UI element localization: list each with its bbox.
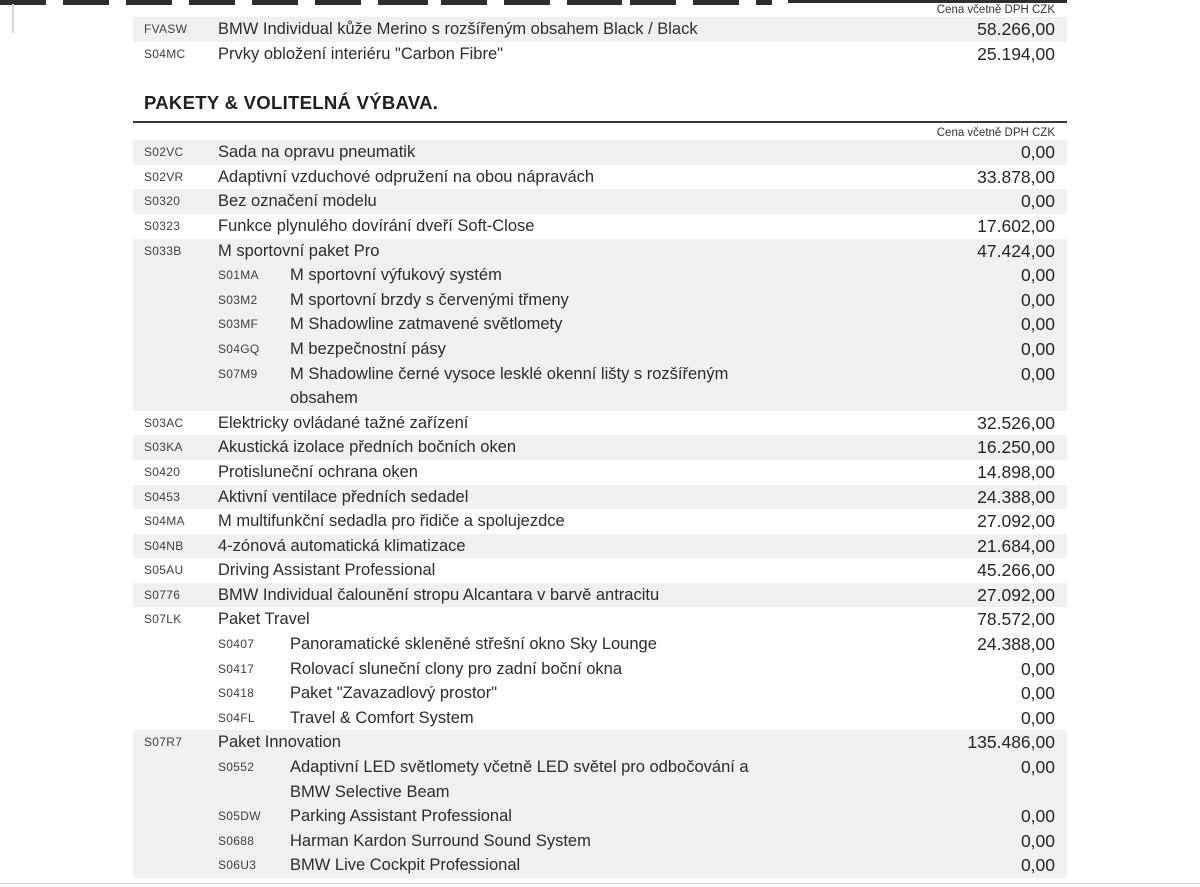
- option-price: 0,00: [1020, 757, 1055, 778]
- option-code: S04NB: [144, 538, 184, 553]
- option-price: 0,00: [1020, 289, 1055, 310]
- option-row: [133, 411, 1067, 436]
- option-row: [133, 632, 1067, 657]
- option-description: 4-zónová automatická klimatizace: [218, 536, 466, 555]
- option-description: Adaptivní vzduchové odpružení na obou nápravách: [218, 167, 595, 186]
- option-row: [133, 362, 1067, 411]
- option-row: [133, 706, 1067, 731]
- option-description: Harman Kardon Surround Sound System: [290, 831, 591, 850]
- option-code: FVASW: [144, 22, 188, 36]
- option-row: [133, 607, 1067, 632]
- option-code: S03KA: [144, 440, 183, 455]
- option-code: S0776: [144, 587, 181, 602]
- option-price: 0,00: [1020, 683, 1055, 704]
- option-sub-code: S05DW: [218, 809, 261, 824]
- cropped-page-edge: [12, 4, 14, 33]
- option-description: Funkce plynulého dovírání dveří Soft-Close: [218, 216, 535, 235]
- option-row: [133, 140, 1067, 165]
- option-description: Adaptivní LED světlomety včetně LED světel pro odbočování a BMW Selective Beam: [290, 758, 749, 801]
- option-row: [133, 165, 1067, 190]
- option-description: BMW Live Cockpit Professional: [290, 856, 521, 875]
- packages-table: [133, 140, 1067, 878]
- option-price: 47.424,00: [977, 240, 1055, 261]
- option-price: 24.388,00: [977, 634, 1055, 655]
- option-price: 33.878,00: [977, 166, 1055, 187]
- option-price: 135.486,00: [967, 732, 1055, 753]
- option-description: M multifunkční sedadla pro řidiče a spolujezdce: [218, 512, 565, 531]
- option-description: Aktivní ventilace předních sedadel: [218, 487, 469, 506]
- option-price: 0,00: [1020, 363, 1055, 384]
- option-price: 0,00: [1020, 265, 1055, 286]
- option-sub-code: S0688: [218, 833, 255, 848]
- option-description: M sportovní paket Pro: [218, 241, 380, 260]
- option-price: 0,00: [1020, 314, 1055, 335]
- option-description: Prvky obložení interiéru "Carbon Fibre": [218, 44, 504, 63]
- option-price: 0,00: [1020, 658, 1055, 679]
- option-description: Parking Assistant Professional: [290, 807, 512, 826]
- option-row: [133, 460, 1067, 485]
- option-sub-code: S07M9: [218, 366, 258, 381]
- price-column-header: Cena včetně DPH CZK: [936, 4, 1055, 16]
- option-price: 0,00: [1020, 142, 1055, 163]
- option-description: Bez označení modelu: [218, 192, 377, 211]
- option-description: M Shadowline zatmavené světlomety: [290, 315, 563, 334]
- option-sub-code: S03M2: [218, 292, 258, 307]
- option-row: [133, 189, 1067, 214]
- option-sub-code: S04FL: [218, 710, 255, 725]
- option-description: Paket "Zavazadlový prostor": [290, 684, 498, 703]
- option-row: [133, 583, 1067, 608]
- option-row: [133, 804, 1067, 829]
- option-price: 0,00: [1020, 855, 1055, 876]
- option-row: [133, 17, 1067, 42]
- option-price: 58.266,00: [977, 19, 1055, 39]
- option-description: Paket Innovation: [218, 733, 341, 752]
- option-sub-code: S0552: [218, 760, 255, 775]
- option-sub-code: S01MA: [218, 268, 259, 283]
- option-sub-code: S04GQ: [218, 341, 260, 356]
- option-price: 21.684,00: [977, 535, 1055, 556]
- option-code: S0320: [144, 194, 181, 209]
- option-code: S04MC: [144, 46, 186, 61]
- option-description: M sportovní brzdy s červenými třmeny: [290, 290, 569, 309]
- option-row: [133, 214, 1067, 239]
- option-row: [133, 239, 1067, 264]
- option-price: 27.092,00: [977, 511, 1055, 532]
- option-description: M bezpečnostní pásy: [290, 339, 446, 358]
- option-row: [133, 829, 1067, 854]
- option-description: M Shadowline černé vysoce lesklé okenní lišty s rozšířeným obsahem: [290, 364, 729, 408]
- option-code: S05AU: [144, 563, 184, 578]
- option-sub-code: S0417: [218, 661, 255, 676]
- option-price: 27.092,00: [977, 584, 1055, 605]
- option-price: 0,00: [1020, 338, 1055, 359]
- option-row: [133, 263, 1067, 288]
- option-row: [133, 755, 1067, 804]
- option-code: S0453: [144, 489, 181, 504]
- option-description: Paket Travel: [218, 610, 310, 629]
- option-price: 14.898,00: [977, 461, 1055, 482]
- option-sub-code: S0407: [218, 637, 255, 652]
- option-price: 0,00: [1020, 191, 1055, 212]
- option-code: S07R7: [144, 735, 183, 750]
- option-row: [133, 435, 1067, 460]
- option-code: S07LK: [144, 612, 182, 627]
- price-list-document: [133, 0, 1067, 878]
- featured-options-table: [133, 17, 1067, 66]
- option-description: BMW Individual kůže Merino s rozšířeným obsahem Black / Black: [218, 20, 698, 38]
- option-description: Elektricky ovládané tažné zařízení: [218, 413, 469, 432]
- option-row: [133, 853, 1067, 878]
- option-price: 32.526,00: [977, 412, 1055, 433]
- option-description: Panoramatické skleněné střešní okno Sky Lounge: [290, 635, 657, 654]
- option-sub-code: S03MF: [218, 317, 259, 332]
- option-code: S0323: [144, 218, 181, 233]
- option-row: [133, 288, 1067, 313]
- option-price: 0,00: [1020, 830, 1055, 851]
- option-sub-code: S0418: [218, 686, 255, 701]
- option-row: [133, 657, 1067, 682]
- option-price: 25.194,00: [977, 43, 1055, 64]
- option-row: [133, 485, 1067, 510]
- option-price: 16.250,00: [977, 437, 1055, 458]
- option-description: Travel & Comfort System: [290, 708, 474, 727]
- option-row: [133, 509, 1067, 534]
- section-heading: PAKETY & VOLITELNÁ VÝBAVA.: [144, 92, 439, 114]
- option-price: 0,00: [1020, 707, 1055, 728]
- option-description: Sada na opravu pneumatik: [218, 143, 416, 162]
- option-row: [133, 681, 1067, 706]
- price-column-header: Cena včetně DPH CZK: [936, 127, 1055, 140]
- option-code: S0420: [144, 464, 181, 479]
- option-code: S02VC: [144, 145, 184, 160]
- option-price: 24.388,00: [977, 486, 1055, 507]
- option-description: Driving Assistant Professional: [218, 561, 436, 580]
- option-sub-code: S06U3: [218, 858, 257, 873]
- option-code: S04MA: [144, 514, 185, 529]
- option-code: S033B: [144, 243, 182, 258]
- page-separator-line: [0, 883, 1200, 884]
- option-price: 0,00: [1020, 806, 1055, 827]
- option-price: 78.572,00: [977, 609, 1055, 630]
- option-row: [133, 42, 1067, 67]
- option-description: Rolovací sluneční clony pro zadní boční okna: [290, 659, 623, 678]
- option-description: BMW Individual čalounění stropu Alcantara v barvě antracitu: [218, 585, 660, 604]
- option-code: S02VR: [144, 169, 184, 184]
- option-price: 45.266,00: [977, 560, 1055, 581]
- option-row: [133, 730, 1067, 755]
- option-row: [133, 312, 1067, 337]
- option-row: [133, 337, 1067, 362]
- option-description: Protisluneční ochrana oken: [218, 462, 418, 481]
- option-price: 17.602,00: [977, 215, 1055, 236]
- option-description: M sportovní výfukový systém: [290, 266, 502, 285]
- option-row: [133, 558, 1067, 583]
- option-code: S03AC: [144, 415, 184, 430]
- option-description: Akustická izolace předních bočních oken: [218, 438, 517, 457]
- option-row: [133, 534, 1067, 559]
